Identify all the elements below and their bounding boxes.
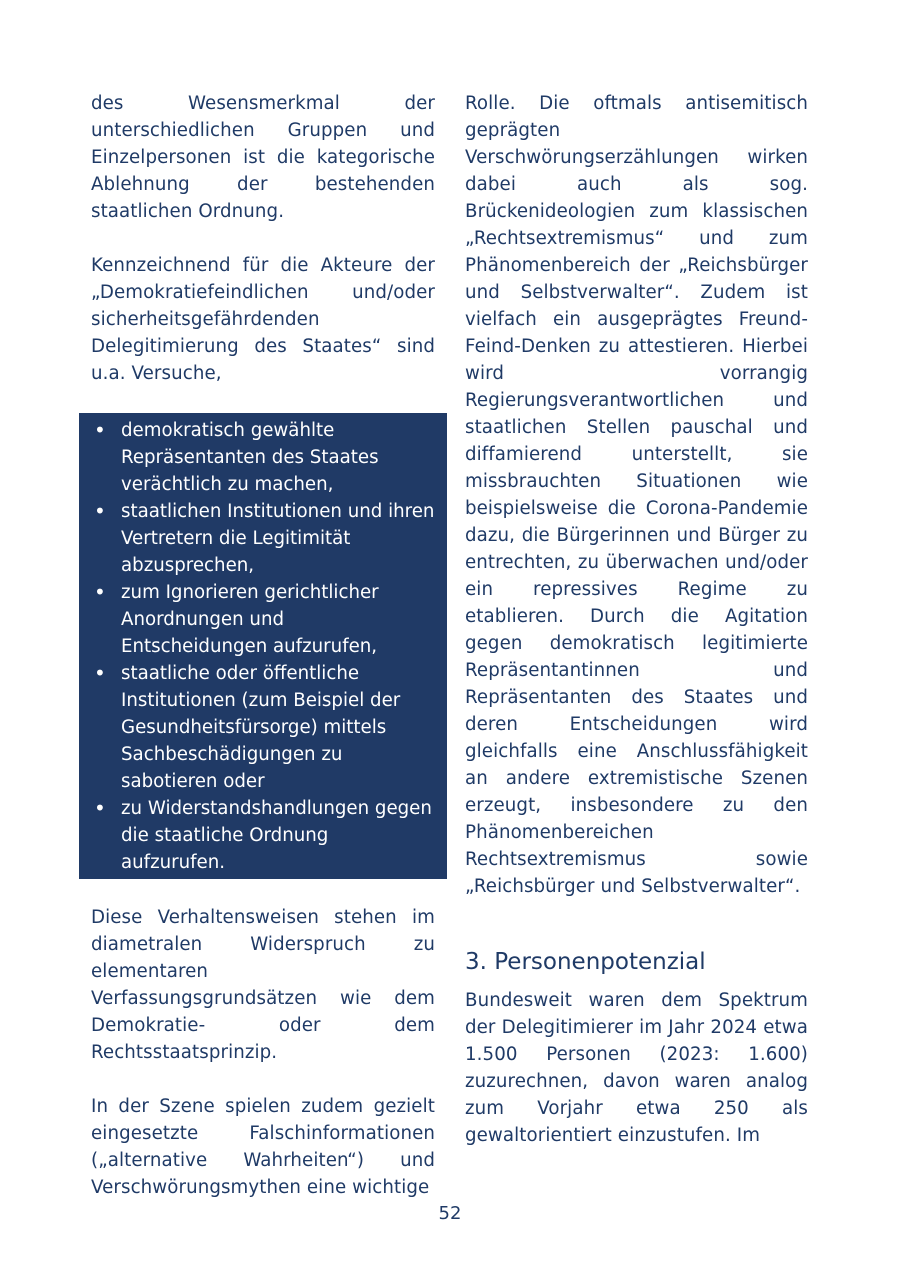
paragraph-conspiracy: Rolle. Die oftmals antisemitisch geprägten Verschwörungserzählungen wirken dabei auch als sog. Brückenideologien zum klassischen „Rechtsextremismus“ und zum Phänomenbereich der „Reichsbürger und Selbstverwalter“. Zudem ist vielfach ein ausgeprägtes Freund-Feind-Denken zu attestieren. Hierbei wird vorrangig Regierungsverantwortlichen und staatlichen Stellen pauschal und diffamierend unterstellt, sie missbrauchten Situationen wie beispielsweise die Corona-Pandemie dazu, die Bürgerinnen und Bürger zu entrechten, zu überwachen und/oder ein repressives Regime zu etablieren. Durch die Agitation gegen demokratisch legitimierte Repräsentantinnen und Repräsentanten des Staates und deren Entscheidungen wird gleichfalls eine Anschlussfähigkeit an andere extremistische Szenen erzeugt, insbesondere zu den Phänomenbereichen Rechtsextremismus sowie „Reichsbürger und Selbstverwalter“. <box>465 93 808 897</box>
paragraph-potential: Bundesweit waren dem Spektrum der Delegitimierer im Jahr 2024 etwa 1.500 Personen (2023: 1.600) zuzurechnen, davon waren analog zum Vorjahr etwa 250 als gewaltorientiert einzustufen. Im <box>465 990 808 1146</box>
page-number: 52 <box>438 1203 462 1224</box>
bullet-item: • staatlichen Institutionen und ihren Vertretern die Legitimität abzusprechen, <box>91 498 435 579</box>
bullet-item: • zum Ignorieren gerichtlicher Anordnungen und Entscheidungen aufzurufen, <box>91 579 435 660</box>
bullet-item: • staatliche oder öffentliche Institutionen (zum Beispiel der Gesundheitsfürsorge) mittels Sachbeschädigungen zu sabotieren oder <box>91 660 435 795</box>
left-column-lower <box>91 904 435 1201</box>
highlight-box <box>79 413 447 879</box>
bullet-list <box>91 417 435 876</box>
paragraph-contradiction: Diese Verhaltensweisen stehen im diametralen Widerspruch zu elementaren Verfassungsgrundsätzen wie dem Demokratie- oder dem Rechtsstaatsprinzip. <box>91 907 435 1063</box>
paragraph-intro: des Wesensmerkmal der unterschiedlichen Gruppen und Einzelpersonen ist die kategorische Ablehnung der bestehenden staatlichen Ordnung. <box>91 93 435 222</box>
bullet-item: • zu Widerstandshandlungen gegen die staatliche Ordnung aufzurufen. <box>91 795 435 876</box>
left-column <box>91 90 435 387</box>
paragraph-actors: Kennzeichnend für die Akteure der „Demokratiefeindlichen und/oder sicherheitsgefährdenden Delegitimierung des Staates“ sind u.a. Versuche, <box>91 255 435 384</box>
bullet-item: • demokratisch gewählte Repräsentanten des Staates verächtlich zu machen, <box>91 417 435 498</box>
section-body <box>465 987 808 1149</box>
section-heading: 3. Personenpotenzial <box>465 949 706 975</box>
right-column <box>465 90 808 900</box>
paragraph-disinformation: In der Szene spielen zudem gezielt eingesetzte Falschinformationen („alternative Wahrheiten“) und Verschwörungsmythen eine wichtige <box>91 1096 435 1198</box>
